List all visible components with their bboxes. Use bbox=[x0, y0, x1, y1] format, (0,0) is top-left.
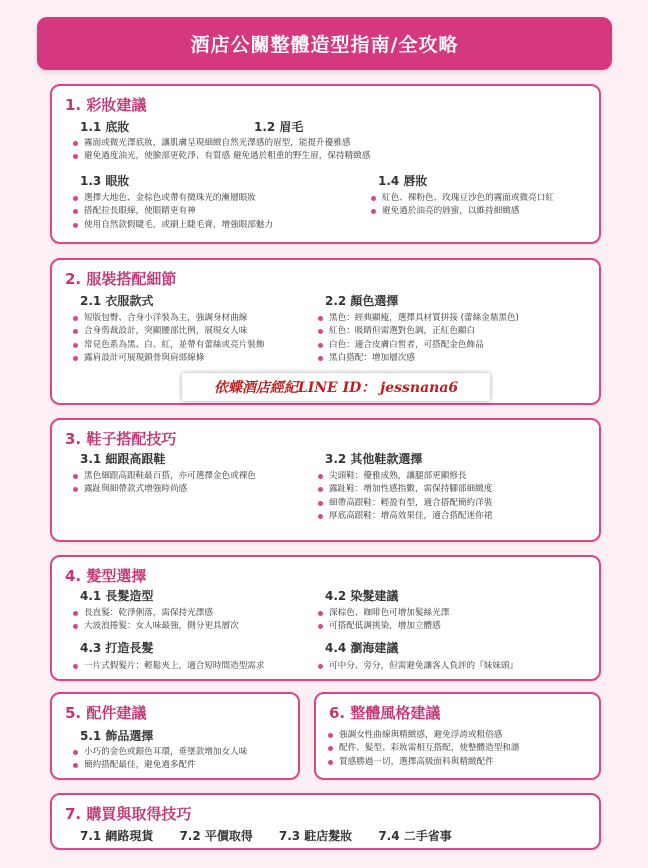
list-item: 合身剪裁設計，突顯腰部比例，展現女人味 bbox=[72, 325, 264, 338]
subheading-clothing-style: 2.1 衣服款式 bbox=[80, 294, 154, 308]
bullet-list bbox=[72, 137, 370, 164]
subheading-foundation: 1.1 底妝 bbox=[80, 120, 130, 134]
page-title-banner bbox=[37, 17, 612, 70]
list-item: 使用自然款假睫毛，或刷上睫毛膏，增強眼部魅力 bbox=[72, 219, 273, 232]
tip-in-store: 7.3 駐店髮妝 bbox=[278, 829, 353, 843]
bullet-list bbox=[72, 607, 239, 634]
list-item: 配件、髮型、彩妝需相互搭配，使整體造型和諧 bbox=[327, 742, 519, 755]
section-accessories bbox=[50, 692, 300, 780]
subheading-jewelry: 5.1 飾品選擇 bbox=[80, 729, 154, 743]
subheading-extensions: 4.3 打造長髮 bbox=[80, 641, 154, 655]
list-item: 質感勝過一切，選擇高級面料與精緻配件 bbox=[327, 756, 519, 769]
bullet-list bbox=[317, 470, 492, 524]
bullet-list bbox=[327, 729, 519, 769]
list-item: 紅色：吸睛但需選對色調，正紅色顯白 bbox=[317, 325, 519, 338]
subheading-dyeing: 4.2 染髮建議 bbox=[325, 589, 399, 603]
bullet-list bbox=[72, 746, 247, 773]
list-item: 紅色、裸粉色、玫瑰豆沙色的霧面或微亮口紅 bbox=[370, 192, 554, 205]
bullet-list bbox=[317, 660, 518, 673]
section-heading: 7. 購買與取得技巧 bbox=[65, 805, 192, 823]
list-item: 黑白搭配：增加層次感 bbox=[317, 352, 519, 365]
list-item: 避免過於油亮的唇蜜，以維持細緻感 bbox=[370, 205, 554, 218]
tip-online: 7.1 網路現貨 bbox=[80, 829, 154, 843]
list-item: 尖頭鞋：優雅成熟，讓腿部更顯修長 bbox=[317, 470, 492, 483]
list-item: 長直髮：乾淨俐落，需保持光澤感 bbox=[72, 607, 239, 620]
list-item: 露趾與細帶款式增強時尚感 bbox=[72, 483, 256, 496]
list-item: 黑色：經典顯瘦，選擇具材質拼接 (蕾絲金鼎黑色) bbox=[317, 312, 519, 325]
list-item: 細帶高跟鞋：輕盈有型，適合搭配簡約洋裝 bbox=[317, 497, 492, 510]
bullet-list bbox=[72, 470, 256, 497]
list-item: 強調女性曲線與精緻感，避免浮誇或粗俗感 bbox=[327, 729, 519, 742]
subheading-long-hair: 4.1 長髮造型 bbox=[80, 589, 154, 603]
watermark-text: 依蝶酒店經紀LINE ID： jessnana6 bbox=[213, 380, 459, 396]
bullet-list bbox=[317, 607, 449, 634]
list-item: 可中分、旁分，但需避免讓客人負評的『妹妹頭』 bbox=[317, 660, 518, 673]
subheading-bangs: 4.4 瀏海建議 bbox=[325, 641, 399, 655]
list-item: 露肩設計可展現鎖骨與肩部線條 bbox=[72, 352, 264, 365]
list-item: 一片式假髮片：輕鬆夾上，適合短時間造型需求 bbox=[72, 660, 264, 673]
list-item: 小巧的金色或銀色耳環，垂墜款增加女人味 bbox=[72, 746, 247, 759]
list-item: 簡約搭配最佳，避免過多配件 bbox=[72, 759, 247, 772]
tips-row bbox=[80, 827, 452, 844]
bullet-list bbox=[72, 192, 273, 232]
watermark-banner bbox=[182, 373, 490, 401]
list-item: 搭配拉長眼線，使眼睛更有神 bbox=[72, 205, 273, 218]
list-item: 避免過度油光，使臉部更乾淨、有質感 避免過於粗重的野生眉，保持精緻感 bbox=[72, 150, 370, 163]
subheading-stiletto: 3.1 細跟高跟鞋 bbox=[80, 452, 166, 466]
section-hairstyle bbox=[50, 555, 601, 681]
section-heading: 6. 整體風格建議 bbox=[329, 704, 441, 722]
tip-affordable: 7.2 平價取得 bbox=[179, 829, 253, 843]
subheading-eye-makeup: 1.3 眼妝 bbox=[80, 174, 130, 188]
bullet-list bbox=[317, 312, 519, 366]
subheading-lip-makeup: 1.4 唇妝 bbox=[378, 174, 428, 188]
list-item: 厚底高跟鞋：增高效果佳，適合搭配迷你裙 bbox=[317, 510, 492, 523]
list-item: 露趾鞋：增加性感指數，需保持腳部細緻度 bbox=[317, 483, 492, 496]
section-heading: 4. 髮型選擇 bbox=[65, 567, 147, 585]
section-makeup bbox=[50, 84, 601, 244]
list-item: 霧面或微光澤底妝，讓肌膚呈現細緻自然光澤感的眉型，能提升優雅感 bbox=[72, 137, 370, 150]
bullet-list bbox=[72, 660, 264, 673]
section-purchase-tips bbox=[50, 793, 601, 850]
list-item: 短版包臀、合身小洋裝為主，強調身材曲線 bbox=[72, 312, 264, 325]
list-item: 白色：適合皮膚白皙者，可搭配金色飾品 bbox=[317, 339, 519, 352]
section-heading: 5. 配件建議 bbox=[65, 704, 147, 722]
list-item: 可搭配低調挑染，增加立體感 bbox=[317, 620, 449, 633]
bullet-list bbox=[72, 312, 264, 366]
list-item: 常見色系為黑、白、紅，並帶有蕾絲或亮片裝飾 bbox=[72, 339, 264, 352]
page-title: 酒店公關整體造型指南/全攻略 bbox=[190, 34, 459, 56]
list-item: 大波浪捲髮：女人味最強，側分更具層次 bbox=[72, 620, 239, 633]
section-heading: 3. 鞋子搭配技巧 bbox=[65, 430, 177, 448]
section-heading: 1. 彩妝建議 bbox=[65, 96, 147, 114]
list-item: 黑色細跟高跟鞋最百搭，亦可選擇金色或裸色 bbox=[72, 470, 256, 483]
list-item: 選擇大地色、金棕色或帶有微珠光的漸層眼妝 bbox=[72, 192, 273, 205]
subheading-other-shoes: 3.2 其他鞋款選擇 bbox=[325, 452, 423, 466]
subheading-color-choice: 2.2 顏色選擇 bbox=[325, 294, 399, 308]
subheading-eyebrows: 1.2 眉毛 bbox=[254, 120, 304, 134]
section-shoes bbox=[50, 418, 601, 542]
tip-second-hand: 7.4 二手省事 bbox=[378, 829, 452, 843]
section-overall-style bbox=[314, 692, 601, 780]
bullet-list bbox=[370, 192, 554, 219]
list-item: 深棕色、咖啡色可增加髮絲光澤 bbox=[317, 607, 449, 620]
section-heading: 2. 服裝搭配細節 bbox=[65, 270, 177, 288]
